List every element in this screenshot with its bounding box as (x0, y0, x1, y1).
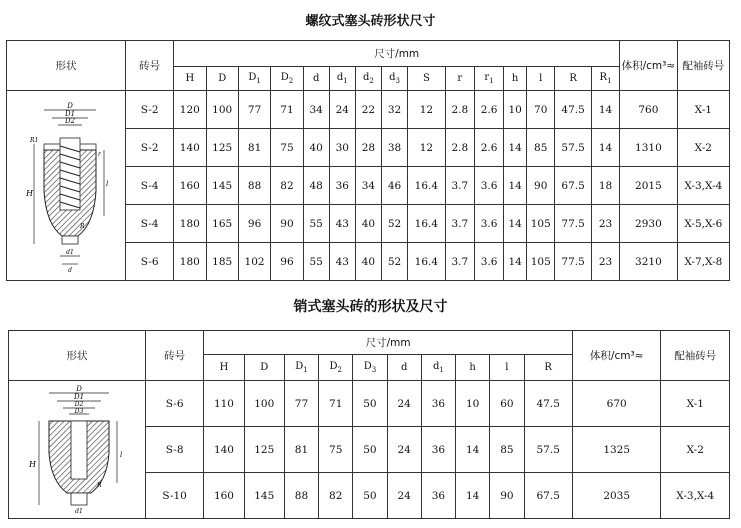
cell-r1: 2.6 (474, 129, 503, 167)
row-code: S-4 (126, 205, 174, 243)
cell-R: 67.5 (555, 167, 592, 205)
cell-H: 110 (204, 381, 244, 427)
cell-d3: 46 (381, 167, 407, 205)
row-code: S-8 (145, 427, 203, 473)
cell-volume: 670 (572, 381, 661, 427)
cell-r: 3.7 (445, 243, 474, 281)
cell-R: 77.5 (555, 205, 592, 243)
cell-r1: 3.6 (474, 243, 503, 281)
dim-header: D (244, 355, 284, 381)
cell-h: 14 (504, 129, 527, 167)
cell-D2: 71 (319, 381, 353, 427)
cell-D2: 75 (271, 129, 303, 167)
cell-R1: 14 (591, 129, 619, 167)
cell-H: 180 (174, 243, 206, 281)
cell-S: 16.4 (408, 243, 446, 281)
cell-D1: 77 (284, 381, 318, 427)
cell-D1: 81 (238, 129, 270, 167)
cell-d: 24 (387, 381, 421, 427)
cell-R1: 14 (591, 91, 619, 129)
cell-H: 160 (204, 473, 244, 519)
cell-D1: 88 (238, 167, 270, 205)
dim-header: $R_1$ (591, 67, 619, 91)
dim-header: $r_1$ (474, 67, 503, 91)
svg-text:R1: R1 (30, 136, 39, 144)
dim-header: $D_1$ (284, 355, 318, 381)
cell-sleeve: X-3,X-4 (661, 473, 730, 519)
pin-plug-diagram (17, 383, 137, 517)
svg-text:r: r (98, 150, 101, 158)
cell-sleeve: X-7,X-8 (677, 243, 729, 281)
cell-D1: 96 (238, 205, 270, 243)
cell-d: 24 (387, 427, 421, 473)
cell-H: 180 (174, 205, 206, 243)
cell-D2: 71 (271, 91, 303, 129)
cell-sleeve: X-1 (677, 91, 729, 129)
cell-R: 67.5 (524, 473, 572, 519)
cell-l: 70 (527, 91, 555, 129)
header-shape: 形状 (9, 331, 146, 381)
cell-d: 34 (303, 91, 329, 129)
dim-header: $d_1$ (329, 67, 355, 91)
cell-d: 55 (303, 243, 329, 281)
cell-R: 57.5 (555, 129, 592, 167)
cell-volume: 2015 (620, 167, 677, 205)
cell-D: 145 (206, 167, 238, 205)
header-code: 砖号 (126, 41, 174, 91)
dim-header: h (504, 67, 527, 91)
dim-header: R (555, 67, 592, 91)
dim-header: D (206, 67, 238, 91)
cell-S: 16.4 (408, 167, 446, 205)
cell-R: 47.5 (524, 381, 572, 427)
cell-R: 57.5 (524, 427, 572, 473)
cell-h: 14 (456, 427, 490, 473)
dim-header: h (456, 355, 490, 381)
row-code: S-6 (145, 381, 203, 427)
cell-H: 140 (174, 129, 206, 167)
dim-header: $d_2$ (355, 67, 381, 91)
cell-h: 10 (456, 381, 490, 427)
table2-title: 销式塞头砖的形状及尺寸 (293, 299, 448, 315)
cell-d1: 24 (329, 91, 355, 129)
pin-plug-table (8, 330, 730, 519)
cell-d1: 36 (329, 167, 355, 205)
cell-d1: 43 (329, 243, 355, 281)
cell-D: 185 (206, 243, 238, 281)
row-code: S-6 (126, 243, 174, 281)
thread-plug-diagram (16, 96, 116, 276)
cell-R: 77.5 (555, 243, 592, 281)
svg-text:D: D (76, 384, 82, 393)
cell-d: 55 (303, 205, 329, 243)
dim-header: H (204, 355, 244, 381)
header-sleeve: 配袖砖号 (677, 41, 729, 91)
cell-r1: 3.6 (474, 167, 503, 205)
cell-R1: 18 (591, 167, 619, 205)
cell-r: 2.8 (445, 129, 474, 167)
cell-h: 14 (504, 205, 527, 243)
dim-header: r (445, 67, 474, 91)
cell-D: 165 (206, 205, 238, 243)
svg-text:D1: D1 (65, 109, 76, 118)
cell-d3: 38 (381, 129, 407, 167)
cell-d1: 36 (421, 473, 455, 519)
cell-D1: 102 (238, 243, 270, 281)
cell-r1: 2.6 (474, 91, 503, 129)
cell-volume: 760 (620, 91, 677, 129)
cell-S: 12 (408, 91, 446, 129)
cell-volume: 1325 (572, 427, 661, 473)
dim-header: R (524, 355, 572, 381)
cell-l: 105 (527, 205, 555, 243)
cell-sleeve: X-2 (661, 427, 730, 473)
dim-header: $D_3$ (353, 355, 387, 381)
cell-d: 48 (303, 167, 329, 205)
table1-title: 螺纹式塞头砖形状尺寸 (305, 14, 436, 29)
cell-D1: 81 (284, 427, 318, 473)
header-dimensions: 尺寸/mm (204, 331, 573, 355)
thread-plug-table (6, 40, 730, 281)
dim-header: S (408, 67, 446, 91)
cell-D1: 88 (284, 473, 318, 519)
header-dimensions: 尺寸/mm (174, 41, 620, 67)
cell-d1: 43 (329, 205, 355, 243)
cell-h: 14 (504, 243, 527, 281)
dim-header: l (527, 67, 555, 91)
dim-header: $d_1$ (421, 355, 455, 381)
svg-text:R: R (80, 222, 85, 230)
row-code: S-4 (126, 167, 174, 205)
pin-plug-figure (9, 381, 146, 519)
cell-volume: 3210 (620, 243, 677, 281)
svg-text:H: H (28, 459, 36, 469)
cell-d3: 52 (381, 243, 407, 281)
cell-l: 85 (490, 427, 524, 473)
header-volume: 体积/cm³≈ (620, 41, 677, 91)
cell-R: 47.5 (555, 91, 592, 129)
svg-text:H: H (26, 188, 34, 198)
svg-text:d1: d1 (66, 248, 74, 256)
cell-sleeve: X-5,X-6 (677, 205, 729, 243)
cell-r: 3.7 (445, 167, 474, 205)
row-code: S-2 (126, 91, 174, 129)
cell-D3: 50 (353, 473, 387, 519)
svg-text:D1: D1 (73, 392, 85, 401)
dim-header: H (174, 67, 206, 91)
cell-D3: 50 (353, 427, 387, 473)
cell-r1: 3.6 (474, 205, 503, 243)
cell-volume: 2930 (620, 205, 677, 243)
cell-D3: 50 (353, 381, 387, 427)
svg-text:D: D (67, 101, 73, 110)
cell-d2: 28 (355, 129, 381, 167)
cell-d2: 22 (355, 91, 381, 129)
row-code: S-10 (145, 473, 203, 519)
svg-text:D2: D2 (65, 116, 76, 125)
cell-h: 10 (504, 91, 527, 129)
cell-volume: 1310 (620, 129, 677, 167)
cell-D2: 82 (319, 473, 353, 519)
cell-l: 105 (527, 243, 555, 281)
dim-header: $D_2$ (271, 67, 303, 91)
cell-D: 145 (244, 473, 284, 519)
cell-R1: 23 (591, 243, 619, 281)
cell-D1: 77 (238, 91, 270, 129)
cell-d1: 30 (329, 129, 355, 167)
header-code: 砖号 (145, 331, 203, 381)
cell-D2: 75 (319, 427, 353, 473)
cell-d: 24 (387, 473, 421, 519)
cell-sleeve: X-1 (661, 381, 730, 427)
cell-d3: 52 (381, 205, 407, 243)
dim-header: d (303, 67, 329, 91)
cell-d2: 40 (355, 205, 381, 243)
cell-H: 120 (174, 91, 206, 129)
svg-text:l: l (119, 450, 123, 459)
svg-text:l: l (106, 179, 109, 188)
cell-d: 40 (303, 129, 329, 167)
cell-D2: 90 (271, 205, 303, 243)
cell-d2: 34 (355, 167, 381, 205)
cell-l: 90 (490, 473, 524, 519)
svg-text:d: d (68, 266, 72, 274)
cell-D: 100 (244, 381, 284, 427)
cell-D: 125 (244, 427, 284, 473)
cell-H: 140 (204, 427, 244, 473)
header-shape: 形状 (7, 41, 126, 91)
cell-sleeve: X-3,X-4 (677, 167, 729, 205)
table-row (7, 91, 730, 129)
header-sleeve: 配袖砖号 (661, 331, 730, 381)
svg-text:D3: D3 (74, 407, 84, 415)
dim-header: d (387, 355, 421, 381)
cell-D: 100 (206, 91, 238, 129)
row-code: S-2 (126, 129, 174, 167)
cell-d2: 40 (355, 243, 381, 281)
cell-r: 3.7 (445, 205, 474, 243)
svg-text:R: R (96, 481, 102, 489)
cell-R1: 23 (591, 205, 619, 243)
thread-plug-figure (7, 91, 126, 281)
svg-text:D2: D2 (74, 400, 84, 408)
cell-h: 14 (504, 167, 527, 205)
cell-H: 160 (174, 167, 206, 205)
cell-sleeve: X-2 (677, 129, 729, 167)
cell-D2: 82 (271, 167, 303, 205)
header-volume: 体积/cm³≈ (572, 331, 661, 381)
dim-header: $d_3$ (381, 67, 407, 91)
cell-l: 85 (527, 129, 555, 167)
cell-S: 16.4 (408, 205, 446, 243)
cell-volume: 2035 (572, 473, 661, 519)
cell-d3: 32 (381, 91, 407, 129)
svg-text:d1: d1 (75, 507, 83, 515)
table-row (9, 381, 730, 427)
dim-header: $D_1$ (238, 67, 270, 91)
cell-D2: 96 (271, 243, 303, 281)
dim-header: $D_2$ (319, 355, 353, 381)
cell-d1: 36 (421, 381, 455, 427)
cell-l: 90 (527, 167, 555, 205)
cell-h: 14 (456, 473, 490, 519)
dim-header: l (490, 355, 524, 381)
cell-r: 2.8 (445, 91, 474, 129)
cell-D: 125 (206, 129, 238, 167)
cell-S: 12 (408, 129, 446, 167)
cell-l: 60 (490, 381, 524, 427)
cell-d1: 36 (421, 427, 455, 473)
